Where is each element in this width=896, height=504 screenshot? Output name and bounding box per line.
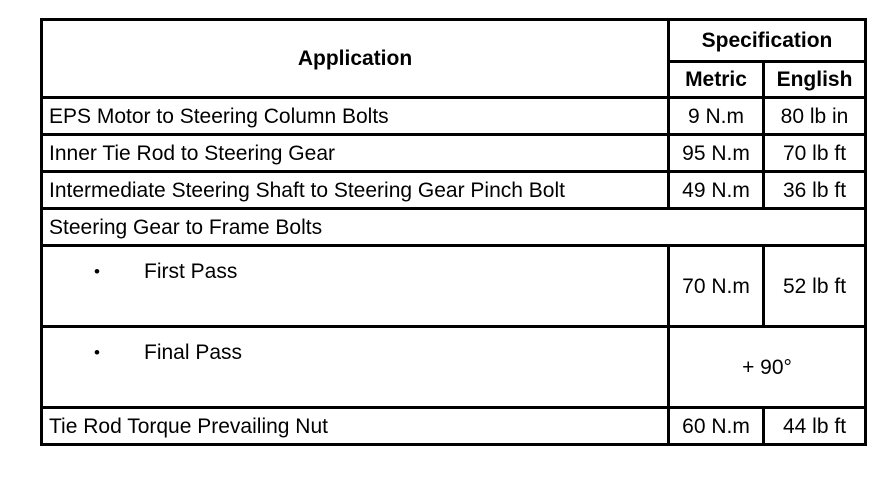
metric-header: Metric <box>669 62 764 98</box>
english-header: English <box>764 62 866 98</box>
application-cell: Intermediate Steering Shaft to Steering Gear Pinch Bolt <box>42 172 669 209</box>
table-row-sub <box>42 327 866 408</box>
application-cell <box>42 327 669 408</box>
bullet-icon: • <box>94 262 100 281</box>
english-cell: 52 lb ft <box>764 246 866 327</box>
english-cell: 44 lb ft <box>764 408 866 445</box>
application-cell: EPS Motor to Steering Column Bolts <box>42 98 669 135</box>
table-row-group-heading <box>42 209 866 246</box>
table-row <box>42 98 866 135</box>
application-cell <box>42 246 669 327</box>
application-cell: Tie Rod Torque Prevailing Nut <box>42 408 669 445</box>
combined-spec-cell: + 90° <box>669 327 866 408</box>
english-cell: 36 lb ft <box>764 172 866 209</box>
specification-header: Specification <box>669 20 866 62</box>
english-cell: 70 lb ft <box>764 135 866 172</box>
metric-cell: 9 N.m <box>669 98 764 135</box>
table-row <box>42 172 866 209</box>
sub-step-label: First Pass <box>144 260 238 283</box>
metric-cell: 49 N.m <box>669 172 764 209</box>
torque-spec-table <box>40 18 867 446</box>
application-cell: Steering Gear to Frame Bolts <box>42 209 866 246</box>
header-row-top <box>42 20 866 62</box>
metric-cell: 60 N.m <box>669 408 764 445</box>
bullet-icon: • <box>94 343 100 362</box>
table-row <box>42 408 866 445</box>
sub-step-label: Final Pass <box>144 341 243 364</box>
metric-cell: 70 N.m <box>669 246 764 327</box>
table-row-sub <box>42 246 866 327</box>
metric-cell: 95 N.m <box>669 135 764 172</box>
table-row <box>42 135 866 172</box>
application-header: Application <box>42 20 669 98</box>
english-cell: 80 lb in <box>764 98 866 135</box>
application-cell: Inner Tie Rod to Steering Gear <box>42 135 669 172</box>
